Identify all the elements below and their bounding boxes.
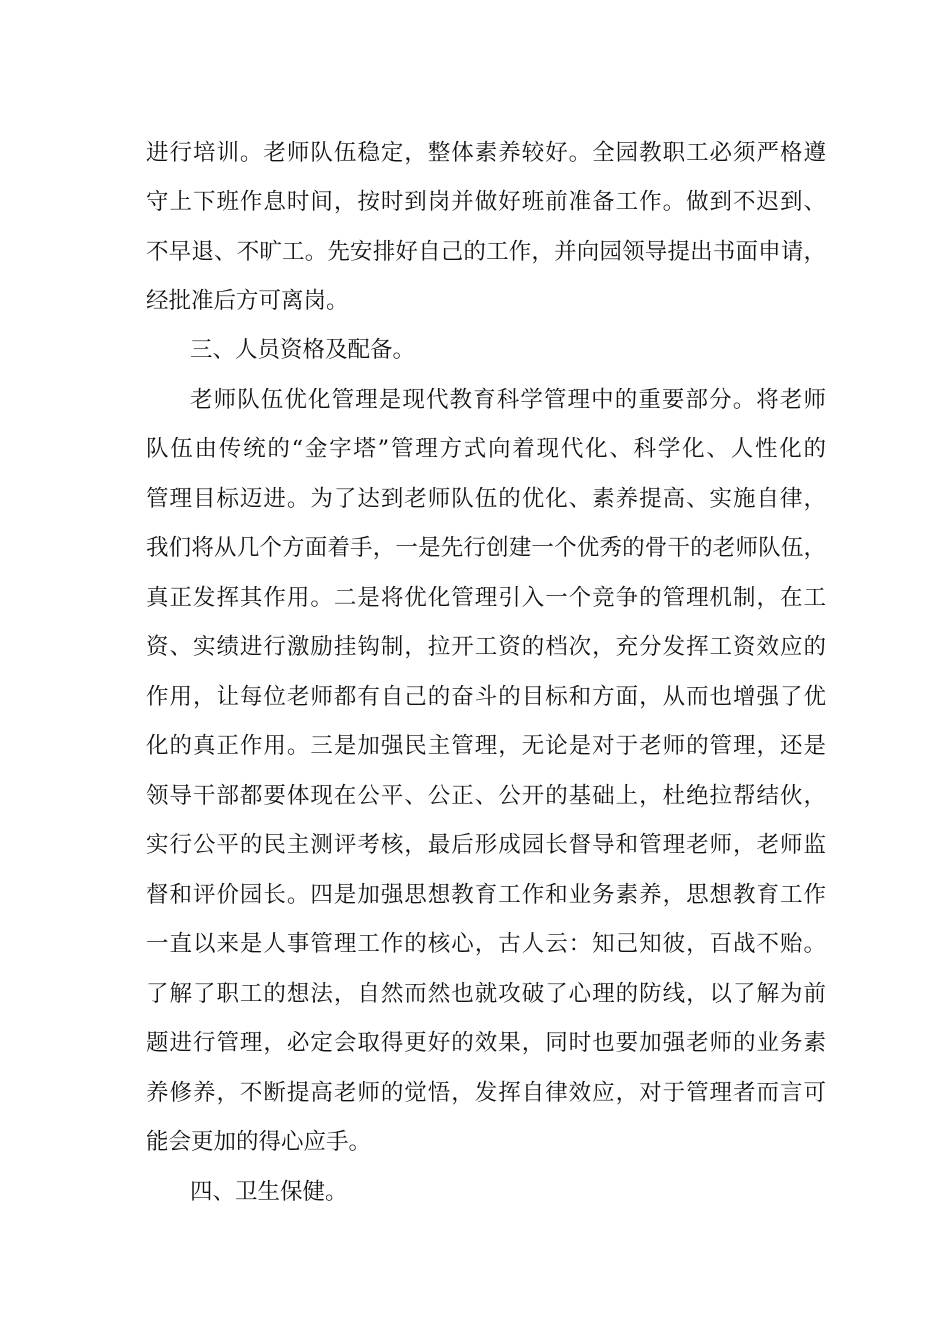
paragraph-line: 能会更加的得心应手。 — [146, 1129, 372, 1155]
paragraph-line: 老师队伍优化管理是现代教育科学管理中的重要部分。将老师 — [190, 387, 826, 413]
paragraph-line: 题进行管理，必定会取得更好的效果，同时也要加强老师的业务素 — [146, 1030, 826, 1056]
paragraph-line: 督和评价园长。四是加强思想教育工作和业务素养，思想教育工作 — [146, 882, 826, 908]
paragraph-line: 资、实绩进行激励挂钩制，拉开工资的档次，充分发挥工资效应的 — [146, 634, 826, 660]
paragraph-line: 经批准后方可离岗。 — [146, 288, 349, 314]
paragraph-line: 守上下班作息时间，按时到岗并做好班前准备工作。做到不迟到、 — [146, 189, 826, 215]
paragraph-line: 不早退、不旷工。先安排好自己的工作，并向园领导提出书面申请， — [146, 239, 826, 265]
paragraph-line: 真正发挥其作用。二是将优化管理引入一个竞争的管理机制，在工 — [146, 585, 826, 611]
paragraph-line: 了解了职工的想法，自然而然也就攻破了心理的防线，以了解为前 — [146, 981, 826, 1007]
paragraph-line: 实行公平的民主测评考核，最后形成园长督导和管理老师，老师监 — [146, 832, 826, 858]
paragraph-line: 养修养，不断提高老师的觉悟，发挥自律效应，对于管理者而言可 — [146, 1080, 826, 1106]
paragraph-line: 我们将从几个方面着手，一是先行创建一个优秀的骨干的老师队伍， — [146, 535, 826, 561]
paragraph-line: 进行培训。老师队伍稳定，整体素养较好。全园教职工必须严格遵 — [146, 140, 826, 166]
section-heading-4: 四、卫生保健。 — [190, 1179, 348, 1205]
paragraph-line: 队伍由传统的“金字塔”管理方式向着现代化、科学化、人性化的 — [146, 436, 826, 462]
paragraph-line: 领导干部都要体现在公平、公正、公开的基础上，杜绝拉帮结伙， — [146, 783, 826, 809]
paragraph-line: 管理目标迈进。为了达到老师队伍的优化、素养提高、实施自律， — [146, 486, 826, 512]
paragraph-line: 一直以来是人事管理工作的核心，古人云：知己知彼，百战不贻。 — [146, 931, 826, 957]
paragraph-line: 作用，让每位老师都有自己的奋斗的目标和方面，从而也增强了优 — [146, 684, 826, 710]
paragraph-line: 化的真正作用。三是加强民主管理，无论是对于老师的管理，还是 — [146, 733, 826, 759]
section-heading-3: 三、人员资格及配备。 — [190, 337, 416, 363]
